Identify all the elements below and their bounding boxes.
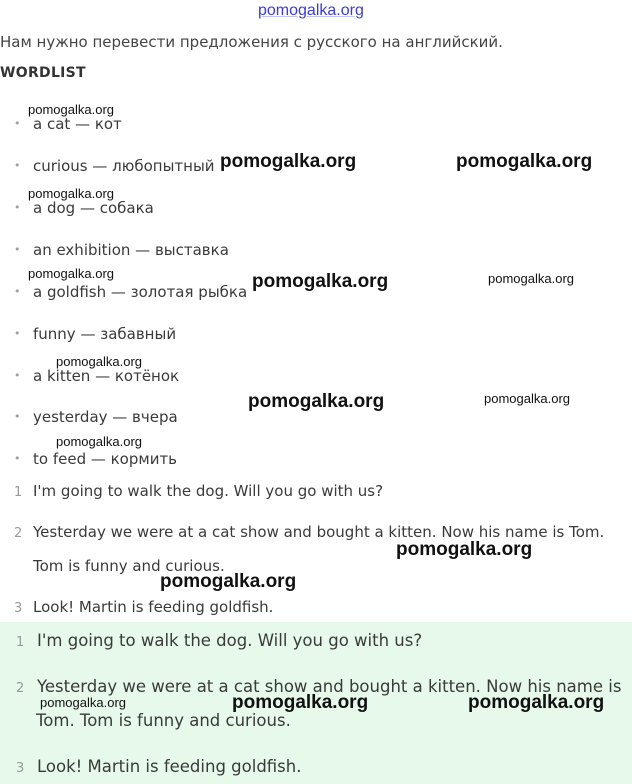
top-watermark-link[interactable]: pomogalka.org: [258, 2, 364, 19]
watermark-text: pomogalka.org: [248, 391, 385, 412]
wordlist-item-text: to feed — кормить: [33, 450, 178, 468]
wordlist-item: [14, 408, 178, 426]
wordlist-item-text: funny — забавный: [33, 325, 177, 343]
bullet-icon: •: [14, 201, 21, 214]
answer-sentence-2-cont: Tom. Tom is funny and curious.: [36, 711, 291, 730]
watermark-text: pomogalka.org: [468, 692, 605, 713]
wordlist-item: [14, 367, 179, 385]
wordlist-item-text: yesterday — вчера: [33, 408, 178, 426]
watermark-text: pomogalka.org: [160, 571, 297, 592]
answer-number: 1: [16, 635, 25, 650]
answer-number: 3: [16, 761, 25, 776]
bullet-icon: •: [14, 369, 21, 382]
watermark-text: pomogalka.org: [40, 695, 126, 710]
watermark-text: pomogalka.org: [28, 102, 114, 117]
watermark-text: pomogalka.org: [488, 271, 574, 286]
wordlist-item: [14, 199, 154, 217]
watermark-text: pomogalka.org: [396, 539, 533, 560]
wordlist-item: [14, 115, 122, 133]
bullet-icon: •: [14, 243, 21, 256]
watermark-text: pomogalka.org: [456, 151, 593, 172]
answer-sentence-3: [16, 757, 301, 776]
exercise-sentence-1: [14, 482, 383, 500]
wordlist-item: [14, 325, 176, 343]
wordlist-item-text: a dog — собака: [33, 199, 154, 217]
answer-number: 2: [16, 681, 25, 696]
sentence-number: 3: [14, 601, 23, 616]
wordlist-item: [14, 283, 247, 301]
bullet-icon: •: [14, 327, 21, 340]
watermark-text: pomogalka.org: [252, 271, 389, 292]
task-instruction: Нам нужно перевести предложения с русского на английский.: [0, 33, 503, 51]
watermark-text: pomogalka.org: [56, 354, 142, 369]
watermark-text: pomogalka.org: [232, 692, 369, 713]
bullet-icon: •: [14, 410, 21, 423]
exercise-sentence-3: [14, 598, 273, 616]
sentence-text: Yesterday we were at a cat show and bought a kitten. Now his name is Tom.: [33, 523, 605, 541]
answer-text: Look! Martin is feeding goldfish.: [37, 757, 302, 776]
wordlist-item-text: a cat — кот: [33, 115, 122, 133]
wordlist-item-text: a goldfish — золотая рыбка: [33, 283, 248, 301]
answer-text: Yesterday we were at a cat show and bought a kitten. Now his name is: [37, 677, 622, 696]
wordlist-item-text: a kitten — котёнок: [33, 367, 180, 385]
wordlist-item: [14, 450, 177, 468]
sentence-text: I'm going to walk the dog. Will you go with us?: [33, 482, 384, 500]
sentence-number: 1: [14, 485, 23, 500]
watermark-text: pomogalka.org: [28, 186, 114, 201]
wordlist-item-text: an exhibition — выставка: [33, 241, 229, 259]
wordlist-item: [14, 241, 229, 259]
bullet-icon: •: [14, 285, 21, 298]
watermark-text: pomogalka.org: [484, 391, 570, 406]
sentence-number: 2: [14, 526, 23, 541]
bullet-icon: •: [14, 159, 21, 172]
watermark-text: pomogalka.org: [220, 151, 357, 172]
wordlist-item-text: curious — любопытный: [33, 157, 215, 175]
sentence-text: Look! Martin is feeding goldfish.: [33, 598, 274, 616]
watermark-text: pomogalka.org: [56, 434, 142, 449]
wordlist-item: [14, 157, 215, 175]
answer-sentence-1: [16, 631, 422, 650]
exercise-sentence-2-cont: Tom is funny and curious.: [33, 557, 225, 575]
wordlist-heading: WORDLIST: [0, 65, 86, 81]
watermark-text: pomogalka.org: [28, 266, 114, 281]
bullet-icon: •: [14, 452, 21, 465]
bullet-icon: •: [14, 117, 21, 130]
answer-text: I'm going to walk the dog. Will you go with us?: [37, 631, 423, 650]
